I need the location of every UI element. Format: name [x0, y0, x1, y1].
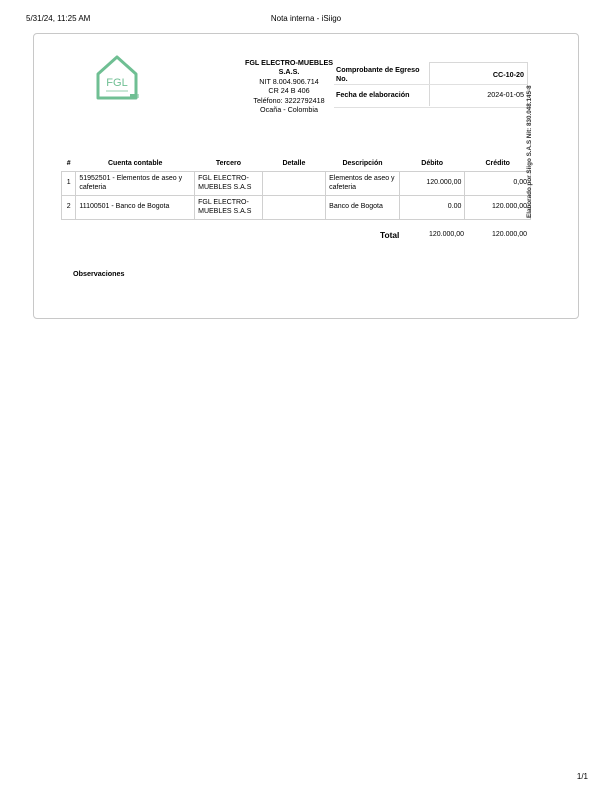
voucher-info — [334, 62, 528, 108]
row-credit: 120.000,00 — [465, 196, 531, 220]
company-type: S.A.S. — [278, 67, 300, 77]
row-number: 2 — [62, 196, 76, 220]
entries-table — [61, 156, 531, 220]
observations-label: Observaciones — [73, 269, 125, 278]
company-logo — [94, 54, 140, 104]
company-nit: NIT 8.004.906.714 — [259, 76, 319, 86]
col-number-header: # — [66, 159, 71, 167]
row-number: 1 — [62, 172, 76, 196]
company-name: FGL ELECTRO-MUEBLES — [244, 58, 334, 67]
col-description-header: Descripción — [342, 159, 383, 167]
voucher-card — [33, 33, 579, 319]
page-number: 1/1 — [576, 772, 588, 781]
row-description: Elementos de aseo y cafeteria — [326, 172, 400, 196]
svg-text:FGL: FGL — [106, 77, 128, 89]
row-account: 51952501 - Elementos de aseo y cafeteria — [76, 172, 195, 196]
row-debit: 0.00 — [399, 196, 465, 220]
row-third-party: FGL ELECTRO-MUEBLES S.A.S — [195, 196, 263, 220]
col-credit-header: Crédito — [485, 159, 510, 167]
voucher-type-label: Comprobante de Egreso No. — [336, 65, 420, 83]
company-phone: Teléfono: 3222792418 — [253, 95, 325, 105]
row-detail — [262, 196, 325, 220]
voucher-number-row — [334, 62, 528, 85]
row-description: Banco de Bogota — [326, 196, 400, 220]
company-city: Ocaña - Colombia — [260, 105, 318, 115]
print-date: 5/31/24, 11:25 AM — [26, 14, 91, 23]
total-label: Total — [380, 230, 400, 240]
row-detail — [262, 172, 325, 196]
col-account-header: Cuenta contable — [107, 159, 163, 167]
col-debit-header: Débito — [421, 159, 444, 167]
company-address: CR 24 B 406 — [268, 86, 310, 96]
row-credit: 0,00 — [465, 172, 531, 196]
voucher-date-row — [334, 85, 528, 108]
row-account: 11100501 - Banco de Bogota — [76, 196, 195, 220]
total-credit: 120.000,00 — [491, 231, 527, 238]
table-row — [62, 196, 531, 220]
table-row — [62, 172, 531, 196]
row-debit: 120.000,00 — [399, 172, 465, 196]
col-detail-header: Detalle — [282, 159, 306, 167]
table-header-row — [62, 156, 531, 172]
print-header — [0, 14, 612, 26]
print-title: Nota interna - iSiigo — [270, 14, 342, 23]
vertical-credit-text: Elaborado por Siigo S.A.S Nit: 830.048.145-8 — [526, 85, 533, 218]
company-info — [239, 58, 339, 114]
voucher-date-label: Fecha de elaboración — [336, 90, 410, 99]
voucher-number: CC-10-20 — [492, 70, 524, 79]
voucher-date: 2024-01-05 — [487, 90, 524, 99]
total-debit: 120.000,00 — [428, 231, 464, 238]
house-plug-logo-icon — [94, 54, 140, 104]
col-third-header: Tercero — [215, 159, 241, 167]
row-third-party: FGL ELECTRO-MUEBLES S.A.S — [195, 172, 263, 196]
